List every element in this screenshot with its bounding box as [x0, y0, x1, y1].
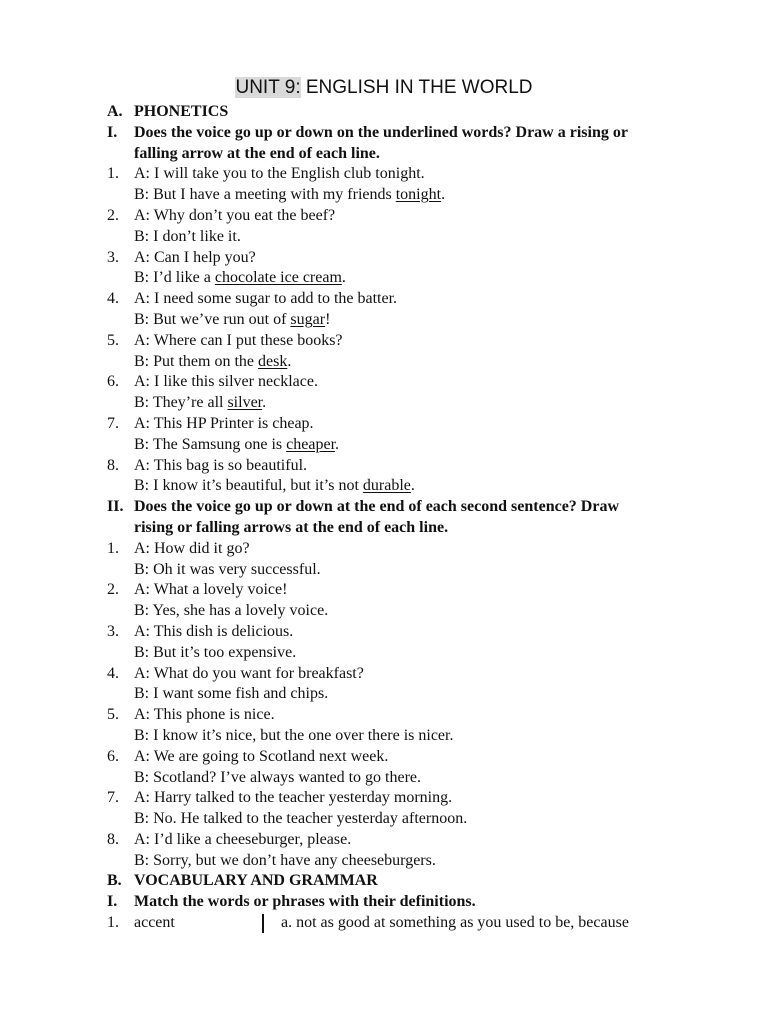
- dialogue-line-b: [107, 393, 707, 414]
- speaker-b-text: B: Oh it was very successful.: [134, 560, 321, 578]
- speaker-b-text: B: I want some fish and chips.: [134, 685, 329, 703]
- speaker-a-text: A: I need some sugar to add to the batter.: [134, 290, 398, 308]
- speaker-b-punct: !: [325, 310, 331, 328]
- part-a2-instruction: II. Does the voice go up or down at the end of each second sentence? Draw: [107, 498, 619, 516]
- dialogue-line-a: [107, 580, 707, 601]
- item-number: 2.: [107, 206, 119, 224]
- item-number: 1.: [107, 165, 119, 183]
- speaker-a-text: A: This phone is nice.: [134, 706, 275, 724]
- underlined-word: cheaper: [286, 435, 336, 453]
- dialogue-line-a: [107, 414, 707, 435]
- match-definition: a. not as good at something as you used to be, because: [281, 914, 629, 932]
- item-number: 2.: [107, 581, 119, 599]
- dialogue-line-b: [107, 601, 707, 622]
- item-number: 5.: [107, 331, 119, 349]
- speaker-b-text: B: But we’ve run out of: [134, 310, 291, 328]
- speaker-b-punct: .: [262, 394, 267, 412]
- part-a1-instruction: I. Does the voice go up or down on the underlined words? Draw a rising or: [107, 123, 628, 141]
- dialogue-line-a: [107, 164, 707, 185]
- dialogue-line-a: [107, 289, 707, 310]
- speaker-a-text: A: How did it go?: [134, 539, 250, 557]
- dialogue-line-b: [107, 435, 707, 456]
- speaker-b-text: B: Scotland? I’ve always wanted to go there.: [134, 768, 422, 786]
- dialogue-line-b: [107, 768, 707, 789]
- item-number: 3.: [107, 248, 119, 266]
- part-b1-instruction: I. Match the words or phrases with their definitions.: [107, 893, 476, 911]
- dialogue-line-b: [107, 809, 707, 830]
- speaker-a-text: A: Can I help you?: [134, 248, 256, 266]
- section-b-heading: B. VOCABULARY AND GRAMMAR: [107, 872, 378, 890]
- speaker-b-text: B: The Samsung one is: [134, 435, 287, 453]
- worksheet-content: [107, 102, 707, 934]
- speaker-b-text: B: I don’t like it.: [134, 227, 241, 245]
- speaker-b-text: B: Sorry, but we don’t have any cheeseburgers.: [134, 851, 436, 869]
- dialogue-line-b: [107, 476, 707, 497]
- item-number: 4.: [107, 290, 119, 308]
- underlined-word: tonight: [395, 186, 442, 204]
- speaker-b-punct: .: [341, 269, 346, 287]
- underlined-word: desk: [258, 352, 288, 370]
- match-word: accent: [134, 914, 175, 932]
- underlined-word: chocolate ice cream: [214, 269, 342, 287]
- speaker-a-text: A: I’d like a cheeseburger, please.: [134, 830, 352, 848]
- speaker-b-text: B: No. He talked to the teacher yesterday afternoon.: [134, 810, 468, 828]
- item-number: 7.: [107, 414, 119, 432]
- part-a2-items: [107, 539, 707, 872]
- dialogue-line-a: [107, 788, 707, 809]
- speaker-b-punct: .: [335, 435, 340, 453]
- dialogue-line-b: [107, 643, 707, 664]
- speaker-a-text: A: I like this silver necklace.: [134, 373, 318, 391]
- dialogue-line-b: [107, 684, 707, 705]
- column-divider: [262, 914, 264, 933]
- speaker-a-text: A: We are going to Scotland next week.: [134, 747, 389, 765]
- speaker-b-punct: .: [410, 477, 415, 495]
- speaker-a-text: A: I will take you to the English club tonight.: [134, 165, 425, 183]
- underlined-word: durable: [362, 477, 411, 495]
- unit-label: UNIT 9:: [235, 77, 301, 98]
- speaker-b-text: B: I know it’s beautiful, but it’s not: [134, 477, 363, 495]
- dialogue-line-a: [107, 830, 707, 851]
- dialogue-line-a: [107, 248, 707, 269]
- speaker-b-text: B: I’d like a: [134, 269, 215, 287]
- dialogue-line-a: [107, 747, 707, 768]
- item-number: 3.: [107, 622, 119, 640]
- dialogue-line-b: [107, 227, 707, 248]
- part-a1-items: [107, 164, 707, 497]
- speaker-b-text: B: They’re all: [134, 394, 228, 412]
- item-number: 8.: [107, 456, 119, 474]
- dialogue-line-a: [107, 331, 707, 352]
- speaker-a-text: A: This bag is so beautiful.: [134, 456, 308, 474]
- unit-title: ENGLISH IN THE WORLD: [300, 77, 533, 98]
- speaker-a-text: A: This HP Printer is cheap.: [134, 414, 314, 432]
- dialogue-line-a: [107, 664, 707, 685]
- speaker-a-text: A: What a lovely voice!: [134, 581, 288, 599]
- dialogue-line-a: [107, 705, 707, 726]
- speaker-a-text: A: What do you want for breakfast?: [134, 664, 364, 682]
- section-a-heading: A. PHONETICS: [107, 103, 229, 120]
- dialogue-line-a: [107, 456, 707, 477]
- speaker-a-text: A: Where can I put these books?: [134, 331, 343, 349]
- item-number: 7.: [107, 789, 119, 807]
- speaker-b-text: B: But I have a meeting with my friends: [134, 186, 396, 204]
- underlined-word: silver: [227, 394, 263, 412]
- dialogue-line-b: [107, 851, 707, 872]
- dialogue-line-b: [107, 560, 707, 581]
- speaker-a-text: A: Harry talked to the teacher yesterday morning.: [134, 789, 453, 807]
- speaker-b-text: B: Yes, she has a lovely voice.: [134, 602, 329, 620]
- speaker-b-text: B: I know it’s nice, but the one over there is nicer.: [134, 726, 454, 744]
- item-number: 5.: [107, 706, 119, 724]
- dialogue-line-b: [107, 268, 707, 289]
- dialogue-line-a: [107, 206, 707, 227]
- dialogue-line-b: [107, 310, 707, 331]
- speaker-b-punct: .: [287, 352, 292, 370]
- item-number: 6.: [107, 747, 119, 765]
- match-row: 1. accent a. not as good at something as you used to be, because: [107, 913, 707, 934]
- dialogue-line-a: [107, 372, 707, 393]
- dialogue-line-b: [107, 185, 707, 206]
- part-a2-instruction-cont: rising or falling arrows at the end of each line.: [134, 518, 449, 536]
- speaker-a-text: A: This dish is delicious.: [134, 622, 294, 640]
- dialogue-line-a: [107, 622, 707, 643]
- speaker-b-text: B: Put them on the: [134, 352, 258, 370]
- item-number: 6.: [107, 373, 119, 391]
- speaker-a-text: A: Why don’t you eat the beef?: [134, 206, 336, 224]
- dialogue-line-b: [107, 726, 707, 747]
- page-title: [0, 76, 768, 100]
- item-number: 1.: [107, 539, 119, 557]
- underlined-word: sugar: [290, 310, 326, 328]
- item-number: 8.: [107, 830, 119, 848]
- speaker-b-text: B: But it’s too expensive.: [134, 643, 297, 661]
- part-a1-instruction-cont: falling arrow at the end of each line.: [134, 144, 380, 162]
- dialogue-line-a: [107, 539, 707, 560]
- speaker-b-punct: .: [441, 186, 446, 204]
- item-number: 4.: [107, 664, 119, 682]
- dialogue-line-b: [107, 352, 707, 373]
